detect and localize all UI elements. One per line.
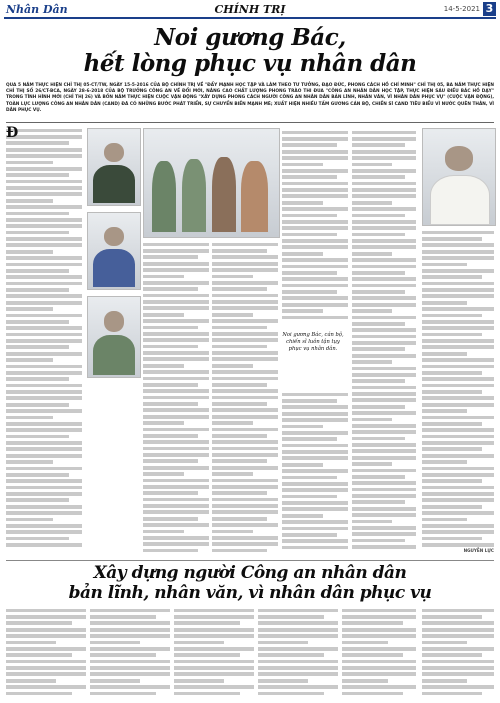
byline: NGUYỄN LỰC <box>463 548 494 553</box>
article2-column-3 <box>174 606 254 700</box>
article1-column-3 <box>212 240 278 558</box>
dropcap: Đ <box>6 126 19 141</box>
page-header <box>0 0 500 20</box>
officer-photo-1 <box>87 128 141 206</box>
article1-column-2 <box>143 240 209 558</box>
article1-column-5 <box>352 128 416 558</box>
group-photo <box>143 128 280 238</box>
article1-column-4b <box>282 390 348 558</box>
officer-photo-3 <box>87 296 141 378</box>
page-number: 3 <box>483 2 496 16</box>
pull-quote: Noi gương Bác, cán bộ, chiến sĩ luôn tận tụy phục vụ nhân dân. <box>282 332 344 352</box>
article1-column-4 <box>282 128 348 328</box>
article1-column-1 <box>6 126 82 558</box>
article1-title-line1: Noi gương Bác, <box>154 24 346 51</box>
officer-photo-2 <box>87 212 141 290</box>
article2-column-1 <box>6 606 86 700</box>
header-rule <box>4 17 496 19</box>
issue-date: 14-5-2021 <box>443 5 480 13</box>
article1-column-6 <box>422 228 494 558</box>
article1-lead: QUA 5 NĂM THỰC HIỆN CHỈ THỊ 05-CT/TW, NGÀY 15-5-2016 CỦA BỘ CHÍNH TRỊ VỀ "ĐẨY MẠNH HỌC TẬP VÀ LÀM THEO TƯ TƯỞNG, ĐẠO ĐỨC, PHONG CÁCH HỒ CHÍ MINH" CHỈ THỊ 05, BA NĂM THỰC HIỆN CHỈ THỊ SỐ 26/CT-BCA, NGÀY 28-6-2018 CỦA BỘ TRƯỞNG CÔNG AN VỀ ĐỔI MỚI, NÂNG CAO CHẤT LƯỢNG PHONG TRÀO THI ĐUA "CÔNG AN NHÂN DÂN HỌC TẬP, THỰC HIỆN SÁU ĐIỀU BÁC HỒ DẠY" TRONG TÌNH HÌNH MỚI (CHỈ THỊ 26) VÀ BỐN NĂM THỰC HIỆN CUỘC VẬN ĐỘNG "XÂY DỰNG PHONG CÁCH NGƯỜI CÔNG AN NHÂN DÂN BẢN LĨNH, NHÂN VĂN, VÌ NHÂN DÂN PHỤC VỤ" (CUỘC VẬN ĐỘNG), TOÀN LỰC LƯỢNG CÔNG AN NHÂN DÂN (CAND) ĐÃ CÓ NHỮNG BƯỚC PHÁT TRIỂN, SỰ CHUYỂN BIẾN MẠNH MẼ; XUẤT HIỆN NHIỀU TẤM GƯƠNG CÁN BỘ, CHIẾN SĨ CAND TIÊU BIỂU VÌ NƯỚC QUÊN THÂN, VÌ DÂN PHỤC VỤ. <box>6 83 494 113</box>
article2-column-4 <box>258 606 338 700</box>
article2-column-2 <box>90 606 170 700</box>
article2-column-5 <box>342 606 416 700</box>
article1-title-line2: hết lòng phục vụ nhân dân <box>83 50 417 77</box>
article-divider <box>6 560 494 561</box>
section-name: CHÍNH TRỊ <box>214 3 286 16</box>
article2-column-6 <box>422 606 494 700</box>
lead-divider <box>6 122 494 123</box>
article2-title-line2: bản lĩnh, nhân văn, vì nhân dân phục vụ <box>68 583 432 603</box>
officer-photo-4 <box>422 128 496 226</box>
article2-title-line1: Xây dựng người Công an nhân dân <box>93 563 407 583</box>
newspaper-name: Nhân Dân <box>6 3 68 16</box>
